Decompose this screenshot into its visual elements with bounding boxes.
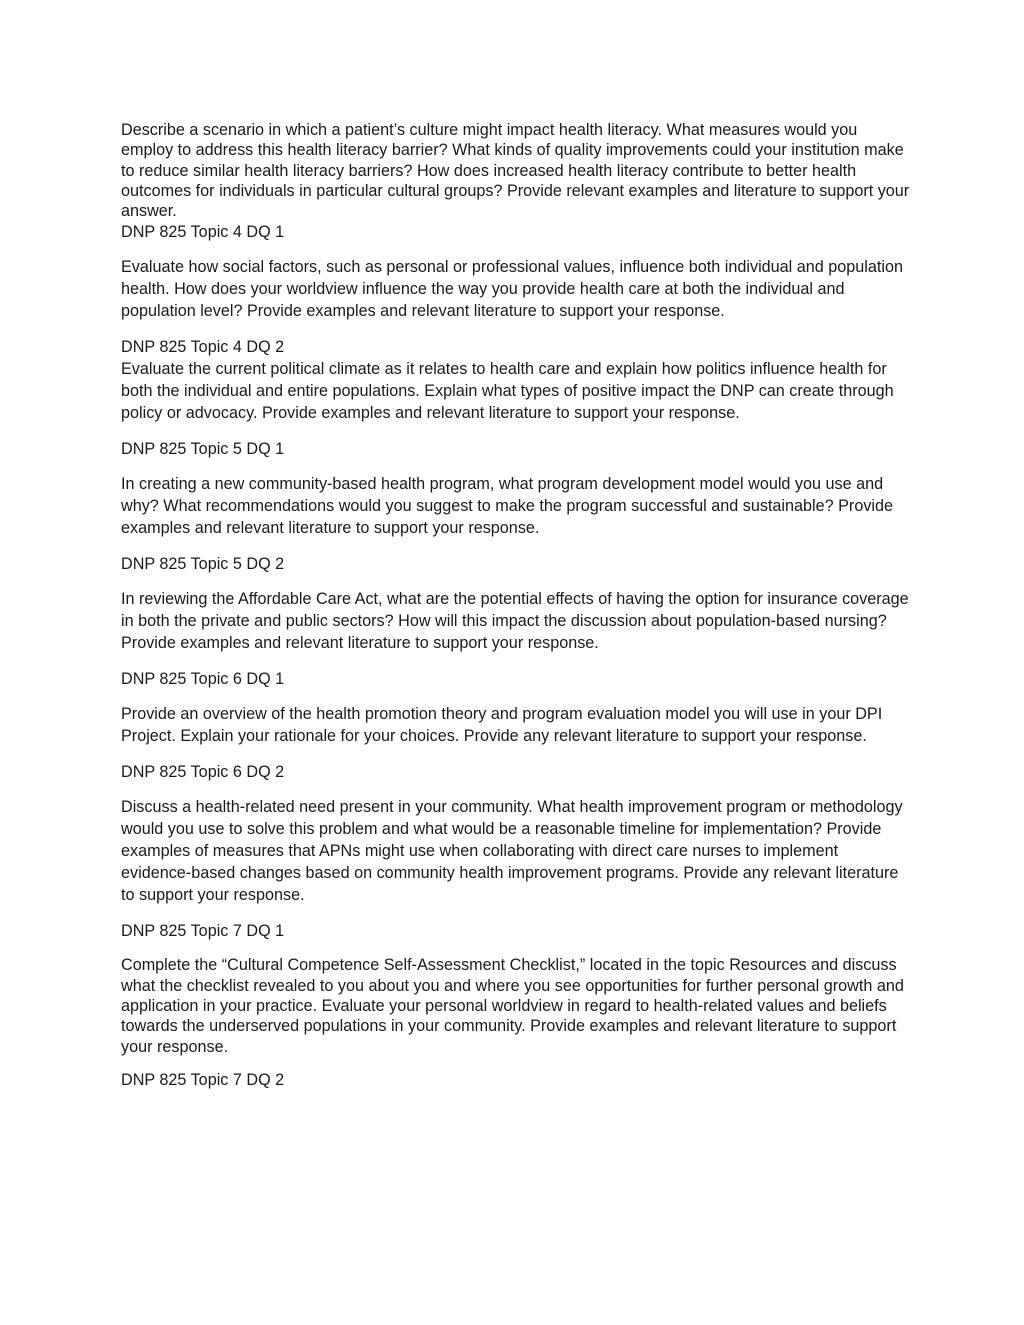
topic-4-dq-2-heading: DNP 825 Topic 4 DQ 2	[121, 338, 285, 357]
document-body	[121, 120, 911, 1104]
topic-4-dq-1-paragraph: Evaluate how social factors, such as personal or professional values, influence both individual and population health. How does your worldview influence the way you provide health care at both the individual and population level? Provide examples and relevant literature to support your response.	[121, 258, 903, 321]
topic-6-dq-1-heading: DNP 825 Topic 6 DQ 1	[121, 670, 285, 689]
topic-7-dq-2-heading: DNP 825 Topic 7 DQ 2	[121, 1070, 285, 1089]
topic-6-dq-2-heading: DNP 825 Topic 6 DQ 2	[121, 763, 285, 782]
topic-5-dq-1-heading: DNP 825 Topic 5 DQ 1	[121, 440, 285, 459]
topic-5-dq-1-paragraph: In creating a new community-based health program, what program development model would you use and why? What recommendations would you suggest to make the program successful and sustainable? Provide examples and relevant literature to support your response.	[121, 475, 894, 538]
topic-5-dq-2-paragraph: In reviewing the Affordable Care Act, what are the potential effects of having the option for insurance coverage in both the private and public sectors? How will this impact the discussion about population-based nursing? Provide examples and relevant literature to support your response.	[121, 590, 909, 653]
intro-paragraph: Describe a scenario in which a patient’s culture might impact health literacy. What measures would you employ to address this health literacy barrier? What kinds of quality improvements could your institution make to reduce similar health literacy barriers? How does increased health literacy contribute to better health outcomes for individuals in particular cultural groups? Provide relevant examples and literature to support your answer.	[121, 121, 910, 221]
topic-6-dq-1-paragraph: Provide an overview of the health promotion theory and program evaluation model you will use in your DPI Project. Explain your rationale for your choices. Provide any relevant literature to support your response.	[121, 705, 883, 746]
topic-4-dq-2-paragraph: Evaluate the current political climate as it relates to health care and explain how politics influence health for both the individual and entire populations. Explain what types of positive impact the DNP can create through policy or advocacy. Provide examples and relevant literature to support your response.	[121, 360, 894, 423]
topic-7-dq-1-heading: DNP 825 Topic 7 DQ 1	[121, 922, 285, 941]
topic-6-dq-2-paragraph: Discuss a health-related need present in your community. What health improvement program or methodology would you use to solve this problem and what would be a reasonable timeline for implementation? Provide examples of measures that APNs might use when collaborating with direct care nurses to implement evidence-based changes based on community health improvement programs. Provide any relevant literature to support your response.	[121, 798, 903, 905]
topic-5-dq-2-heading: DNP 825 Topic 5 DQ 2	[121, 555, 285, 574]
topic-4-dq-1-heading: DNP 825 Topic 4 DQ 1	[121, 223, 285, 242]
topic-7-dq-1-paragraph: Complete the “Cultural Competence Self-Assessment Checklist,” located in the topic Resources and discuss what the checklist revealed to you about you and where you see opportunities for further personal growth and application in your practice. Evaluate your personal worldview in regard to health-related values and beliefs towards the underserved populations in your community. Provide examples and relevant literature to support your response.	[121, 956, 904, 1056]
